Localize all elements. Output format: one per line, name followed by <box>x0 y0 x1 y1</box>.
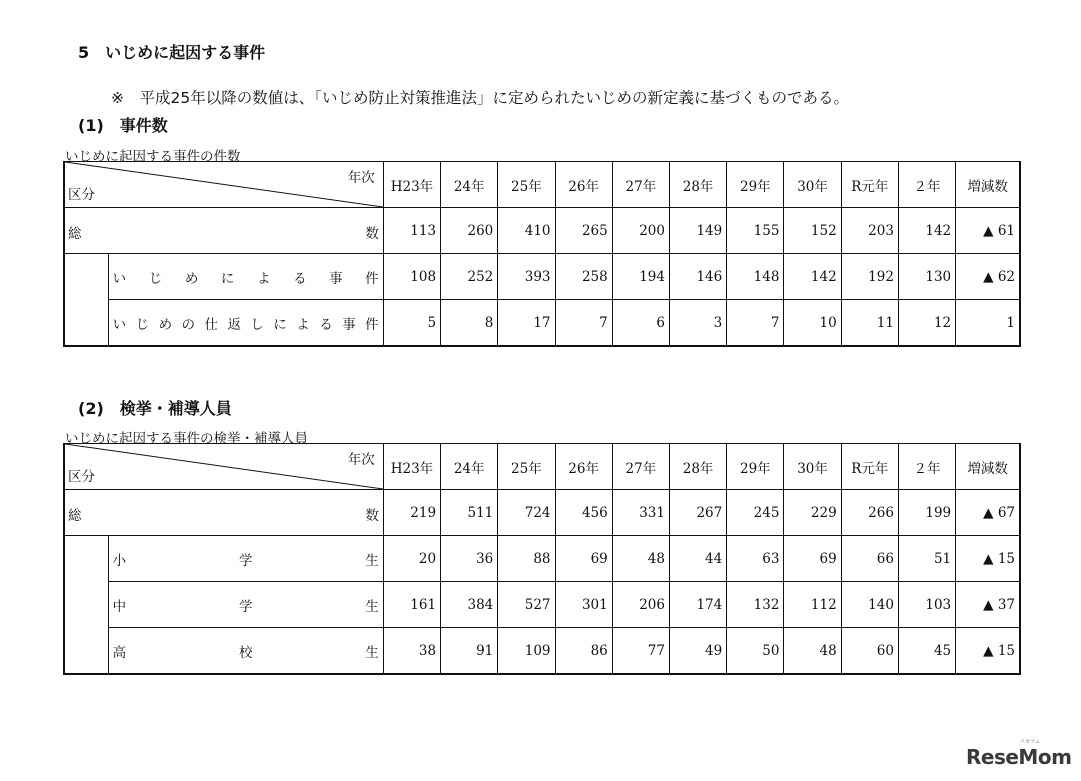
table-cell: 142 <box>784 254 841 300</box>
table-cell: 384 <box>441 582 498 628</box>
table-cell: 331 <box>612 490 669 536</box>
total-row <box>64 208 1020 254</box>
table-cell: 252 <box>441 254 498 300</box>
table-cell: ▲ 61 <box>956 208 1020 254</box>
table-cell: 86 <box>555 628 612 675</box>
column-header: 28年 <box>669 162 726 208</box>
table-cell: 51 <box>898 536 955 582</box>
column-header: 29年 <box>727 444 784 490</box>
table-cell: 7 <box>555 300 612 347</box>
table-cell: 149 <box>669 208 726 254</box>
row-label-text: い じ め の 仕 返 し に よ る 事 件 <box>112 316 379 333</box>
table-cell: 108 <box>383 254 440 300</box>
table-cell: 77 <box>612 628 669 675</box>
indent-cell <box>64 300 108 347</box>
table-cell: 265 <box>555 208 612 254</box>
table-cell: 60 <box>841 628 898 675</box>
column-header: 26年 <box>555 444 612 490</box>
part1-caption: いじめに起因する事件の件数 <box>65 149 241 165</box>
table-cell: 155 <box>727 208 784 254</box>
part2-title: (2) 検挙・補導人員 <box>78 399 232 418</box>
table-cell: 142 <box>898 208 955 254</box>
table-cell: 12 <box>898 300 955 347</box>
table-cell: 3 <box>669 300 726 347</box>
table-cell: 219 <box>383 490 440 536</box>
table-cell: 130 <box>898 254 955 300</box>
table-cell: 44 <box>669 536 726 582</box>
table-cell: 38 <box>383 628 440 675</box>
table-cell: 199 <box>898 490 955 536</box>
table-cell: ▲ 62 <box>956 254 1020 300</box>
table-cell: 161 <box>383 582 440 628</box>
column-header: ２年 <box>898 444 955 490</box>
table-cell: 20 <box>383 536 440 582</box>
table-cell: 88 <box>498 536 555 582</box>
column-header: ２年 <box>898 162 955 208</box>
table-cell: 245 <box>727 490 784 536</box>
total-label-cell <box>64 208 383 254</box>
total-label-left: 総 <box>68 508 82 524</box>
table-cell: 152 <box>784 208 841 254</box>
column-header: 30年 <box>784 162 841 208</box>
row-label <box>108 536 383 582</box>
column-header: 30年 <box>784 444 841 490</box>
table-cell: ▲ 67 <box>956 490 1020 536</box>
table-cell: 17 <box>498 300 555 347</box>
row-label <box>108 582 383 628</box>
table-cell: 174 <box>669 582 726 628</box>
indent-cell <box>64 536 108 582</box>
row-label-text: 中 学 生 <box>112 598 379 615</box>
column-header: 29年 <box>727 162 784 208</box>
table-cell: 69 <box>784 536 841 582</box>
table-cell: 66 <box>841 536 898 582</box>
incident-count-table <box>63 161 1021 347</box>
row-label-text: 高 校 生 <box>112 644 379 661</box>
definition-note: ※ 平成25年以降の数値は、「いじめ防止対策推進法」に定められたいじめの新定義に基づくものである。 <box>111 89 849 107</box>
table-cell: 511 <box>441 490 498 536</box>
table-cell: 69 <box>555 536 612 582</box>
table-cell: 258 <box>555 254 612 300</box>
table-cell: 194 <box>612 254 669 300</box>
total-label-left: 総 <box>68 226 82 242</box>
table-row <box>64 254 1020 300</box>
indent-cell <box>64 628 108 675</box>
column-header: 27年 <box>612 444 669 490</box>
column-header: 25年 <box>498 444 555 490</box>
corner-year-label: 年次 <box>347 452 375 468</box>
total-label-cell <box>64 490 383 536</box>
total-label-right: 数 <box>365 508 379 524</box>
indent-cell <box>64 582 108 628</box>
table-cell: 410 <box>498 208 555 254</box>
table-cell: 91 <box>441 628 498 675</box>
table-cell: 229 <box>784 490 841 536</box>
table-cell: 112 <box>784 582 841 628</box>
table-cell: 49 <box>669 628 726 675</box>
row-label <box>108 300 383 347</box>
row-label-text: 小 学 生 <box>112 552 379 569</box>
table-cell: 301 <box>555 582 612 628</box>
column-header: 24年 <box>441 162 498 208</box>
column-header: H23年 <box>383 444 440 490</box>
part2-caption: いじめに起因する事件の検挙・補導人員 <box>65 431 308 447</box>
table-cell: 724 <box>498 490 555 536</box>
table-cell: 11 <box>841 300 898 347</box>
column-header: 24年 <box>441 444 498 490</box>
column-header: 増減数 <box>956 162 1020 208</box>
table-cell: 393 <box>498 254 555 300</box>
table-cell: 10 <box>784 300 841 347</box>
table-cell: 109 <box>498 628 555 675</box>
section-title: 5 いじめに起因する事件 <box>78 43 266 62</box>
table-cell: 6 <box>612 300 669 347</box>
corner-year-label: 年次 <box>347 170 375 186</box>
table-cell: ▲ 37 <box>956 582 1020 628</box>
table-row <box>64 536 1020 582</box>
column-header: 27年 <box>612 162 669 208</box>
table-cell: 267 <box>669 490 726 536</box>
row-label <box>108 628 383 675</box>
corner-cell <box>64 444 383 490</box>
table-row <box>64 582 1020 628</box>
table-cell: 192 <box>841 254 898 300</box>
table-cell: 113 <box>383 208 440 254</box>
resemom-logo: ReseMom <box>966 745 1072 769</box>
column-header: 28年 <box>669 444 726 490</box>
table-cell: 527 <box>498 582 555 628</box>
row-label-text: い じ め に よ る 事 件 <box>112 270 379 287</box>
total-label-right: 数 <box>365 226 379 242</box>
table-cell: 266 <box>841 490 898 536</box>
table-cell: 132 <box>727 582 784 628</box>
table-row <box>64 628 1020 675</box>
column-header: 増減数 <box>956 444 1020 490</box>
table-cell: 203 <box>841 208 898 254</box>
table-cell: 63 <box>727 536 784 582</box>
arrest-guidance-table <box>63 443 1021 675</box>
table-row <box>64 300 1020 347</box>
table-cell: 5 <box>383 300 440 347</box>
header-row <box>64 444 1020 490</box>
column-header: 25年 <box>498 162 555 208</box>
table-cell: 7 <box>727 300 784 347</box>
table-cell: 200 <box>612 208 669 254</box>
row-label <box>108 254 383 300</box>
table-cell: 50 <box>727 628 784 675</box>
table-cell: 1 <box>956 300 1020 347</box>
table-cell: ▲ 15 <box>956 628 1020 675</box>
corner-category-label: 区分 <box>68 187 95 203</box>
table-cell: 146 <box>669 254 726 300</box>
table-cell: 206 <box>612 582 669 628</box>
part1-title: (1) 事件数 <box>78 116 168 135</box>
table-cell: 140 <box>841 582 898 628</box>
table-cell: 36 <box>441 536 498 582</box>
corner-cell <box>64 162 383 208</box>
indent-cell <box>64 254 108 300</box>
table-cell: 8 <box>441 300 498 347</box>
table-cell: 45 <box>898 628 955 675</box>
column-header: H23年 <box>383 162 440 208</box>
column-header: R元年 <box>841 444 898 490</box>
corner-category-label: 区分 <box>68 469 95 485</box>
table-cell: 103 <box>898 582 955 628</box>
column-header: 26年 <box>555 162 612 208</box>
header-row <box>64 162 1020 208</box>
table-cell: 48 <box>612 536 669 582</box>
table-cell: 456 <box>555 490 612 536</box>
resemom-logo-sub: リセマム <box>1020 739 1040 745</box>
column-header: R元年 <box>841 162 898 208</box>
table-cell: ▲ 15 <box>956 536 1020 582</box>
table-cell: 260 <box>441 208 498 254</box>
total-row <box>64 490 1020 536</box>
table-cell: 148 <box>727 254 784 300</box>
table-cell: 48 <box>784 628 841 675</box>
